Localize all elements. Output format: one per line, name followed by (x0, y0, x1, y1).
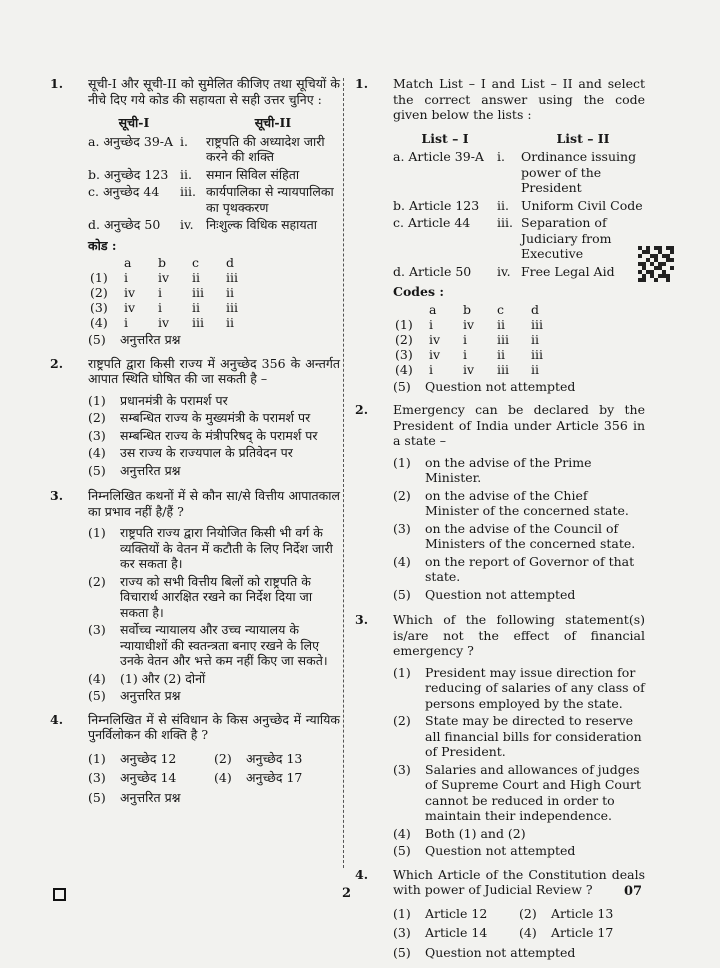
option: (4) उस राज्य के राज्यपाल के प्रतिवेदन पर (88, 445, 293, 460)
list2-heading: सूची-II (254, 115, 292, 130)
option-5: (5) अनुत्तरित प्रश्न (88, 332, 181, 347)
code-row: (2) iv i iii ii (395, 331, 539, 347)
qr-code-icon (638, 246, 674, 282)
code-row: (3) iv i ii iii (90, 300, 238, 315)
option: (5) अनुत्तरित प्रश्न (88, 688, 181, 703)
page-number: 2 (342, 886, 352, 901)
option: (4) Both (1) and (2) (393, 825, 526, 841)
square-marker-icon (53, 888, 66, 901)
option-5: (5) Question not attempted (393, 378, 576, 394)
paper-code: 07 (624, 884, 643, 899)
question-number: 3. (50, 488, 64, 503)
codes-table: a b c d (1) i iv ii iii (2) iv i iii ii (3) iv i ii iii (4) i iv iii ii (395, 302, 565, 377)
column-divider (343, 78, 344, 868)
option: (2) सम्बन्धित राज्य के मुख्यमंत्री के परामर्श पर (88, 410, 311, 425)
question-number: 2. (355, 402, 369, 417)
list1-heading: सूची-I (118, 115, 150, 130)
option: (5) Question not attempted (393, 843, 576, 858)
code-row: (1) i iv ii iii (90, 270, 238, 285)
option: (1) राष्ट्रपति राज्य द्वारा नियोजित किसी भी वर्ग के व्यक्तियों के वेतन में कटौती के लिए निर्देश जारी कर सकता है। (88, 525, 333, 571)
list2-heading: List – II (556, 130, 610, 146)
question-3-hindi (50, 488, 340, 704)
option: (3) on the advise of the Council of Ministers of the concerned state. (393, 520, 636, 551)
question-4-english (355, 867, 645, 961)
option: (2) on the advise of the Chief Minister of the concerned state. (393, 487, 629, 518)
question-2-english (355, 402, 645, 602)
question-stem: राष्ट्रपति द्वारा किसी राज्य में अनुच्छेद 356 के अन्तर्गत आपात स्थिति घोषित की जा सकती है – (88, 355, 340, 386)
option: (1) Article 12 (393, 905, 488, 921)
question-stem: Which Article of the Constitution deals with power of Judicial Review ? (393, 866, 645, 897)
codes-title: कोड : (88, 237, 117, 253)
question-1-hindi (50, 76, 340, 348)
question-number: 1. (355, 76, 369, 91)
option: (4) अनुच्छेद 17 (214, 770, 303, 785)
english-column (355, 76, 645, 962)
code-row: (1) i iv ii iii (395, 316, 543, 332)
question-stem: Which of the following statement(s) is/are not the effect of financial emergency ? (393, 612, 645, 658)
match-row: c. Article 44 iii. Separation of Judiciary from Executive (393, 215, 612, 261)
match-row: d. Article 50 iv. Free Legal Aid (393, 263, 615, 279)
option: (2) राज्य को सभी वित्तीय बिलों को राष्ट्रपति के विचारार्थ आरक्षित रखने का निर्देश दिया जा सकता है। (88, 573, 313, 620)
option: (4) Article 17 (519, 925, 614, 940)
question-4-hindi (50, 712, 340, 806)
question-number: 4. (50, 711, 64, 727)
match-row: b. Article 123 ii. Uniform Civil Code (393, 197, 643, 213)
codes-title: Codes : (393, 284, 444, 299)
match-row: d. अनुच्छेद 50 iv. निःशुल्क विधिक सहायता (88, 217, 318, 232)
question-number: 2. (50, 355, 64, 371)
question-stem: Match List – I and List – II and select the correct answer using the code given below the lists : (393, 76, 645, 122)
question-number: 1. (50, 76, 64, 91)
option: (3) सर्वोच्च न्यायालय और उच्च न्यायालय के न्यायाधीशों की स्वतन्त्रता बनाए रखने के लिए उनके वेतन और भत्ते कम नहीं किए जा सकते। (88, 622, 328, 668)
hindi-column (50, 76, 340, 807)
option: (1) on the advise of the Prime Minister. (393, 454, 592, 485)
option: (3) अनुच्छेद 14 (88, 770, 177, 785)
match-list-table (88, 113, 340, 234)
match-row: b. अनुच्छेद 123 ii. समान सिविल संहिता (88, 166, 300, 182)
option: (2) State may be directed to reserve all financial bills for consideration of President. (393, 713, 642, 759)
question-3-english (355, 612, 645, 859)
question-stem: Emergency can be declared by the President of India under Article 356 in a state – (393, 402, 645, 448)
match-row: c. अनुच्छेद 44 iii. कार्यपालिका से न्यायपालिका का पृथक्करण (88, 184, 334, 215)
question-stem: सूची-I और सूची-II को सुमेलित कीजिए तथा सूचियों के नीचे दिए गये कोड की सहायता से सही उत्तर चुनिए : (88, 76, 340, 107)
option: (3) Salaries and allowances of judges of Supreme Court and High Court cannot be reduced in order to maintain their independence. (393, 761, 641, 823)
code-row: (4) i iv iii ii (395, 361, 539, 377)
question-stem: निम्नलिखित में से संविधान के किस अनुच्छेद में न्यायिक पुनर्विलोकन की शक्ति है ? (88, 711, 340, 742)
match-row: a. Article 39-A i. Ordinance issuing power of the President (393, 149, 637, 195)
option: (5) Question not attempted (393, 944, 576, 960)
option: (3) सम्बन्धित राज्य के मंत्रीपरिषद् के परामर्श पर (88, 427, 318, 443)
option: (4) on the report of Governor of that state. (393, 553, 635, 584)
question-number: 3. (355, 612, 369, 627)
option: (1) अनुच्छेद 12 (88, 750, 177, 766)
question-1-english (355, 76, 645, 394)
option: (5) Question not attempted (393, 586, 576, 602)
question-2-hindi (50, 356, 340, 479)
codes-table: a b c d (1) i iv ii iii (2) iv i iii ii (3) iv i ii iii (4) i iv iii ii (90, 255, 260, 330)
option: (1) प्रधानमंत्री के परामर्श पर (88, 392, 228, 408)
code-row: (4) i iv iii ii (90, 315, 234, 330)
option: (5) अनुत्तरित प्रश्न (88, 462, 181, 478)
question-stem: निम्नलिखित कथनों में से कौन सा/से वित्तीय आपातकाल का प्रभाव नहीं है/हैं ? (88, 488, 340, 519)
code-row: (3) iv i ii iii (395, 346, 543, 362)
option: (4) (1) और (2) दोनों (88, 670, 206, 686)
match-row: a. अनुच्छेद 39-A i. राष्ट्रपति की अध्यादेश जारी करने की शक्ति (88, 133, 325, 164)
match-list-table (393, 129, 645, 281)
option: (2) Article 13 (519, 905, 614, 921)
option: (3) Article 14 (393, 925, 488, 940)
option: (1) President may issue direction for reducing of salaries of any class of persons employed by the state. (393, 664, 645, 711)
question-number: 4. (355, 866, 369, 882)
code-row: (2) iv i iii ii (90, 285, 234, 300)
option: (2) अनुच्छेद 13 (214, 750, 303, 766)
option: (5) अनुत्तरित प्रश्न (88, 789, 181, 805)
list1-heading: List – I (421, 130, 469, 146)
